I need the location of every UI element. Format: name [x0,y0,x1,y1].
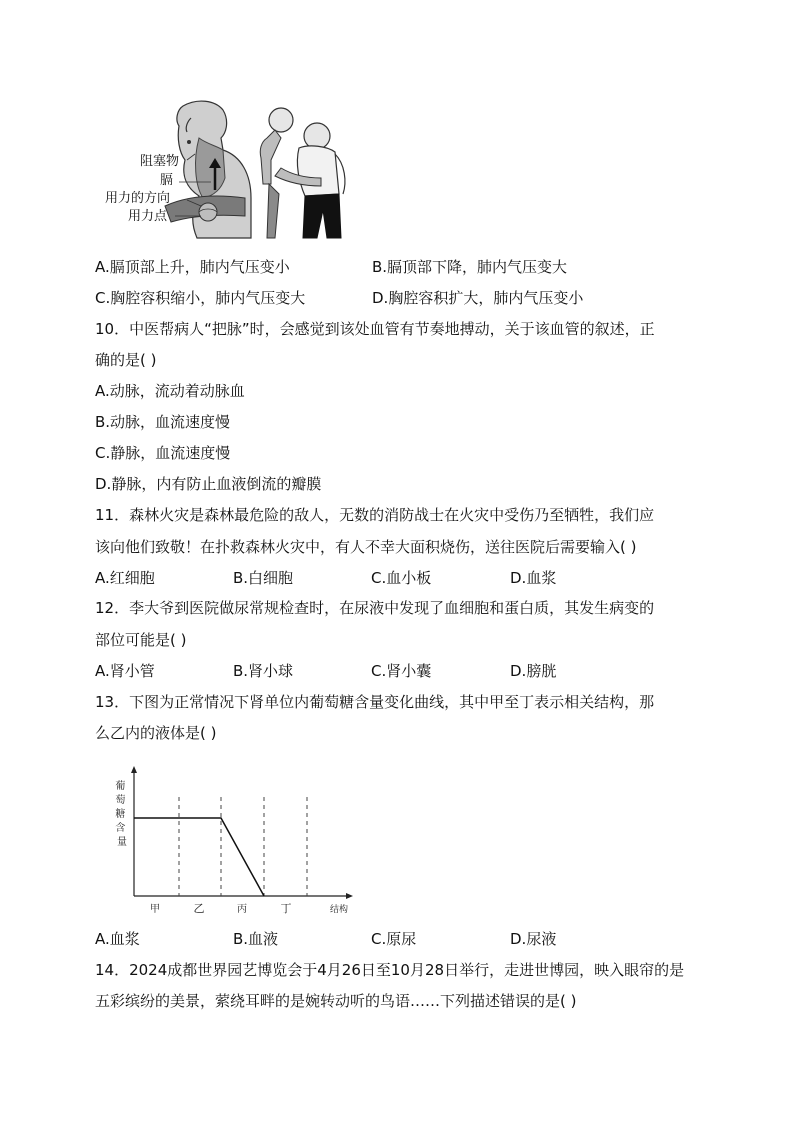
q14-stem-line2: 五彩缤纷的美景，萦绕耳畔的是婉转动听的鸟语……下列描述错误的是( ) [95,992,577,1010]
q9-option-b: B.膈顶部下降，肺内气压变大 [372,258,568,276]
q12-option-b: B.肾小球 [233,662,294,680]
q12-option-d: D.膀胱 [510,662,557,680]
q10-option-a: A.动脉，流动着动脉血 [95,382,245,400]
x-axis-label: 结构 [329,905,349,915]
q10-stem-line2: 确的是( ) [95,351,157,369]
glucose-curve [134,818,264,896]
x-tick-2: 乙 [193,902,205,915]
q9-option-a: A.膈顶部上升，肺内气压变小 [95,258,290,276]
x-axis-arrow [346,893,353,899]
obstruction-label: 阻塞物 [140,154,180,169]
q11-option-b: B.白细胞 [233,569,294,587]
q13-option-b: B.血液 [233,930,279,948]
q10-option-b: B.动脉，血流速度慢 [95,413,231,431]
patient-illustration [275,123,345,238]
q12-stem-line1: 12．李大爷到医院做尿常规检查时，在尿液中发现了血细胞和蛋白质，其发生病变的 [95,599,655,617]
force-point-label: 用力点 [128,209,168,224]
y-axis-arrow [131,766,137,773]
q13-stem-line1: 13．下图为正常情况下肾单位内葡萄糖含量变化曲线，其中甲至丁表示相关结构，那 [95,693,655,711]
q13-option-a: A.血浆 [95,930,140,948]
y-label-char-4: 含 [115,823,126,834]
q11-stem-line1: 11．森林火灾是森林最危险的敌人，无数的消防战士在火灾中受伤乃至牺牲，我们应 [95,506,655,524]
force-direction-label: 用力的方向 [105,191,171,206]
q11-stem-line2: 该向他们致敬！在扑救森林火灾中，有人不幸大面积烧伤，送往医院后需要输入( ) [95,538,637,556]
q13-stem-line2: 么乙内的液体是( ) [95,724,217,742]
q11-option-a: A.红细胞 [95,569,155,587]
q12-option-c: C.肾小囊 [371,662,432,680]
y-label-char-5: 量 [117,837,127,848]
q13-option-c: C.原尿 [371,930,417,948]
q14-stem-line1: 14．2024成都世界园艺博览会于4月26日至10月28日举行，走进世博园，映入眼帘的是 [95,961,685,979]
q10-stem-line1: 10．中医帮病人“把脉”时，会感觉到该处血管有节奏地搏动，关于该血管的叙述，正 [95,320,655,338]
q13-option-d: D.尿液 [510,930,557,948]
q10-option-c: C.静脉，血流速度慢 [95,444,231,462]
y-label-char-1: 葡 [115,781,126,792]
x-tick-4: 丁 [280,902,292,915]
q12-option-a: A.肾小管 [95,662,155,680]
q12-stem-line2: 部位可能是( ) [95,631,187,649]
y-label-char-2: 萄 [115,795,126,806]
x-tick-1: 甲 [150,904,160,915]
diaphragm-label: 膈 [160,173,174,188]
q11-option-d: D.血浆 [510,569,557,587]
x-tick-3: 丙 [237,904,247,915]
q10-option-d: D.静脉，内有防止血液倒流的瓣膜 [95,475,322,493]
y-label-char-3: 糖 [115,809,126,820]
y-axis-label [115,779,128,848]
q11-option-c: C.血小板 [371,569,432,587]
glucose-chart [105,765,365,920]
q9-option-c: C.胸腔容积缩小，肺内气压变大 [95,289,306,307]
q9-option-d: D.胸腔容积扩大，肺内气压变小 [372,289,584,307]
